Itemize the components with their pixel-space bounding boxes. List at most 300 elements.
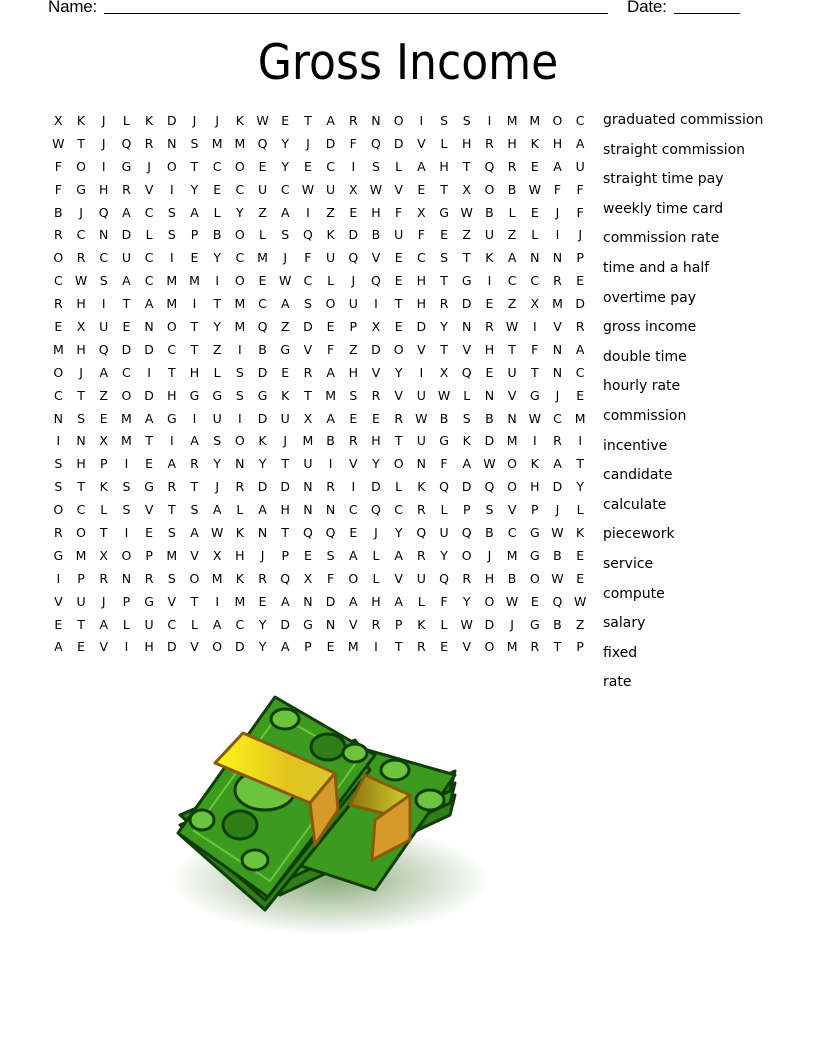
grid-letter[interactable]: D <box>416 319 427 335</box>
grid-letter[interactable]: T <box>190 479 199 495</box>
grid-letter[interactable]: H <box>235 547 245 563</box>
grid-letter[interactable]: S <box>122 502 131 518</box>
grid-letter[interactable]: L <box>236 502 244 518</box>
grid-letter[interactable]: R <box>417 639 426 655</box>
grid-letter[interactable]: F <box>553 181 562 197</box>
grid-letter[interactable]: J <box>374 525 378 541</box>
grid-letter[interactable]: B <box>507 570 517 586</box>
grid-letter[interactable]: E <box>394 250 403 266</box>
grid-letter[interactable]: D <box>371 479 381 495</box>
grid-letter[interactable]: D <box>166 639 177 655</box>
grid-letter[interactable]: I <box>238 410 242 426</box>
grid-letter[interactable]: M <box>325 387 336 403</box>
grid-letter[interactable]: G <box>166 410 177 426</box>
grid-letter[interactable]: A <box>280 639 290 655</box>
grid-letter[interactable]: V <box>144 181 154 197</box>
grid-letter[interactable]: T <box>213 296 221 312</box>
grid-letter[interactable]: M <box>211 135 223 151</box>
grid-letter[interactable]: E <box>417 181 426 197</box>
grid-letter[interactable]: X <box>54 113 63 128</box>
grid-letter[interactable]: S <box>462 113 471 128</box>
grid-letter[interactable]: N <box>235 456 245 472</box>
grid-letter[interactable]: D <box>325 135 336 151</box>
grid-letter[interactable]: V <box>394 387 403 403</box>
grid-letter[interactable]: W <box>573 593 587 609</box>
grid-letter[interactable]: S <box>372 158 380 174</box>
grid-letter[interactable]: V <box>54 593 63 609</box>
grid-letter[interactable]: Y <box>440 319 448 335</box>
grid-letter[interactable]: L <box>395 158 403 174</box>
grid-letter[interactable]: G <box>529 387 540 403</box>
grid-letter[interactable]: K <box>576 525 585 541</box>
grid-letter[interactable]: C <box>326 158 335 174</box>
grid-letter[interactable]: G <box>144 593 154 609</box>
grid-letter[interactable]: K <box>530 456 539 472</box>
grid-letter[interactable]: A <box>280 204 290 220</box>
grid-letter[interactable]: T <box>576 456 584 472</box>
grid-letter[interactable]: V <box>99 639 108 655</box>
grid-letter[interactable]: I <box>555 227 560 243</box>
grid-letter[interactable]: R <box>54 525 63 541</box>
grid-letter[interactable]: Y <box>190 181 199 197</box>
grid-letter[interactable]: J <box>215 113 219 128</box>
grid-letter[interactable]: O <box>53 250 64 266</box>
grid-letter[interactable]: L <box>440 502 448 518</box>
grid-letter[interactable]: S <box>326 547 335 563</box>
grid-letter[interactable]: S <box>462 410 471 426</box>
grid-letter[interactable]: I <box>124 525 129 541</box>
grid-letter[interactable]: C <box>144 250 154 266</box>
grid-letter[interactable]: I <box>351 158 356 174</box>
grid-letter[interactable]: J <box>215 479 219 495</box>
grid-letter[interactable]: C <box>76 502 86 518</box>
grid-letter[interactable]: A <box>394 593 403 609</box>
grid-letter[interactable]: A <box>144 410 154 426</box>
grid-letter[interactable]: J <box>555 204 560 220</box>
grid-letter[interactable]: E <box>145 525 154 541</box>
grid-letter[interactable]: T <box>190 158 199 174</box>
grid-letter[interactable]: W <box>369 181 383 197</box>
grid-letter[interactable]: O <box>53 364 64 380</box>
grid-letter[interactable]: S <box>213 433 222 449</box>
grid-letter[interactable]: W <box>505 319 519 335</box>
grid-letter[interactable]: O <box>348 570 359 586</box>
grid-letter[interactable]: E <box>258 593 267 609</box>
grid-letter[interactable]: E <box>213 181 222 197</box>
grid-letter[interactable]: W <box>551 525 564 541</box>
grid-letter[interactable]: A <box>99 364 108 380</box>
grid-letter[interactable]: N <box>462 319 472 335</box>
grid-letter[interactable]: R <box>371 387 381 403</box>
grid-letter[interactable]: Q <box>371 502 381 518</box>
grid-letter[interactable]: B <box>439 410 449 426</box>
grid-letter[interactable]: Z <box>507 227 517 243</box>
grid-letter[interactable]: T <box>440 181 448 197</box>
grid-letter[interactable]: E <box>394 319 403 335</box>
grid-letter[interactable]: V <box>303 341 313 357</box>
grid-letter[interactable]: A <box>190 204 199 220</box>
grid-letter[interactable]: O <box>76 158 86 174</box>
grid-letter[interactable]: D <box>257 410 268 426</box>
grid-letter[interactable]: O <box>393 341 404 357</box>
grid-letter[interactable]: W <box>528 410 541 426</box>
grid-letter[interactable]: E <box>440 227 448 243</box>
grid-letter[interactable]: L <box>440 135 448 151</box>
grid-letter[interactable]: T <box>440 273 448 289</box>
grid-letter[interactable]: V <box>394 181 403 197</box>
grid-letter[interactable]: S <box>349 387 358 403</box>
grid-letter[interactable]: D <box>166 113 177 128</box>
grid-letter[interactable]: P <box>304 639 312 655</box>
grid-letter[interactable]: R <box>462 570 472 586</box>
grid-letter[interactable]: S <box>485 502 494 518</box>
grid-letter[interactable]: Q <box>121 135 132 151</box>
grid-letter[interactable]: T <box>167 364 176 380</box>
grid-letter[interactable]: M <box>257 250 268 266</box>
grid-letter[interactable]: O <box>121 387 132 403</box>
grid-letter[interactable]: X <box>99 433 108 449</box>
grid-letter[interactable]: F <box>576 204 584 220</box>
grid-letter[interactable]: N <box>76 433 86 449</box>
grid-letter[interactable]: A <box>122 273 131 289</box>
grid-letter[interactable]: R <box>439 296 449 312</box>
grid-letter[interactable]: K <box>417 479 426 495</box>
grid-letter[interactable]: O <box>212 639 223 655</box>
grid-letter[interactable]: Q <box>302 525 313 541</box>
grid-letter[interactable]: B <box>371 227 381 243</box>
grid-letter[interactable]: P <box>462 502 471 518</box>
grid-letter[interactable]: K <box>235 525 244 541</box>
grid-letter[interactable]: H <box>416 273 427 289</box>
grid-letter[interactable]: L <box>395 479 403 495</box>
grid-letter[interactable]: J <box>101 113 106 128</box>
grid-letter[interactable]: K <box>144 113 154 128</box>
grid-letter[interactable]: D <box>280 616 291 632</box>
grid-letter[interactable]: V <box>349 456 358 472</box>
grid-letter[interactable]: V <box>144 502 154 518</box>
grid-letter[interactable]: S <box>235 364 244 380</box>
grid-letter[interactable]: N <box>325 616 336 632</box>
grid-letter[interactable]: O <box>325 296 336 312</box>
grid-letter[interactable]: C <box>212 158 222 174</box>
grid-letter[interactable]: K <box>235 113 244 128</box>
grid-letter[interactable]: I <box>578 433 582 449</box>
grid-letter[interactable]: V <box>349 616 358 632</box>
grid-letter[interactable]: G <box>212 387 222 403</box>
grid-letter[interactable]: Z <box>212 341 222 357</box>
grid-letter[interactable]: J <box>147 158 151 174</box>
grid-letter[interactable]: Y <box>213 456 221 472</box>
grid-letter[interactable]: Q <box>416 525 427 541</box>
grid-letter[interactable]: I <box>419 364 424 380</box>
grid-letter[interactable]: E <box>54 616 63 632</box>
grid-letter[interactable]: O <box>507 479 518 495</box>
grid-letter[interactable]: B <box>485 410 494 426</box>
grid-letter[interactable]: R <box>553 433 562 449</box>
grid-letter[interactable]: V <box>190 639 199 655</box>
grid-letter[interactable]: S <box>99 273 108 289</box>
grid-letter[interactable]: G <box>189 387 200 403</box>
grid-letter[interactable]: O <box>461 547 472 563</box>
grid-letter[interactable]: T <box>77 135 85 151</box>
grid-letter[interactable]: O <box>234 227 245 243</box>
grid-letter[interactable]: T <box>394 639 403 655</box>
grid-letter[interactable]: E <box>530 158 539 174</box>
grid-letter[interactable]: N <box>303 479 313 495</box>
grid-letter[interactable]: H <box>462 135 472 151</box>
grid-letter[interactable]: Y <box>462 593 471 609</box>
grid-letter[interactable]: H <box>439 158 449 174</box>
grid-letter[interactable]: P <box>576 250 584 266</box>
grid-letter[interactable]: I <box>328 456 333 472</box>
grid-letter[interactable]: I <box>101 158 106 174</box>
grid-letter[interactable]: V <box>371 364 381 380</box>
grid-letter[interactable]: V <box>462 341 471 357</box>
grid-letter[interactable]: T <box>77 387 85 403</box>
grid-letter[interactable]: H <box>484 570 495 586</box>
grid-letter[interactable]: O <box>166 158 177 174</box>
grid-letter[interactable]: L <box>259 227 267 243</box>
grid-letter[interactable]: T <box>77 616 85 632</box>
grid-letter[interactable]: F <box>440 593 448 609</box>
grid-letter[interactable]: H <box>371 593 381 609</box>
grid-letter[interactable]: T <box>190 593 199 609</box>
grid-letter[interactable]: F <box>326 341 335 357</box>
grid-letter[interactable]: W <box>74 273 88 289</box>
grid-letter[interactable]: O <box>76 525 86 541</box>
grid-letter[interactable]: T <box>167 502 176 518</box>
grid-letter[interactable]: R <box>417 547 426 563</box>
grid-letter[interactable]: B <box>326 433 335 449</box>
grid-letter[interactable]: F <box>576 181 584 197</box>
grid-letter[interactable]: U <box>507 364 517 380</box>
grid-letter[interactable]: P <box>190 227 199 243</box>
grid-letter[interactable]: C <box>144 204 154 220</box>
grid-letter[interactable]: R <box>144 570 154 586</box>
grid-letter[interactable]: O <box>53 502 64 518</box>
grid-letter[interactable]: D <box>484 433 495 449</box>
grid-letter[interactable]: M <box>234 135 246 151</box>
grid-letter[interactable]: M <box>506 433 518 449</box>
grid-letter[interactable]: X <box>212 547 222 563</box>
grid-letter[interactable]: E <box>530 593 539 609</box>
grid-letter[interactable]: R <box>507 158 517 174</box>
grid-letter[interactable]: H <box>189 364 200 380</box>
grid-letter[interactable]: J <box>79 364 83 380</box>
grid-letter[interactable]: Q <box>98 341 109 357</box>
grid-letter[interactable]: C <box>507 525 517 541</box>
grid-letter[interactable]: J <box>101 135 106 151</box>
grid-letter[interactable]: F <box>326 570 335 586</box>
grid-letter[interactable]: E <box>530 204 539 220</box>
grid-letter[interactable]: U <box>212 410 222 426</box>
grid-letter[interactable]: R <box>326 479 335 495</box>
grid-letter[interactable]: B <box>507 181 517 197</box>
grid-letter[interactable]: I <box>419 113 424 128</box>
grid-letter[interactable]: Z <box>348 341 358 357</box>
grid-letter[interactable]: Y <box>372 456 380 472</box>
grid-letter[interactable]: I <box>215 273 219 289</box>
grid-letter[interactable]: J <box>306 135 310 151</box>
grid-letter[interactable]: S <box>122 479 131 495</box>
grid-letter[interactable]: X <box>530 296 540 312</box>
grid-letter[interactable]: A <box>280 296 290 312</box>
grid-letter[interactable]: E <box>122 319 131 335</box>
grid-letter[interactable]: S <box>167 570 176 586</box>
grid-letter[interactable]: T <box>122 296 131 312</box>
grid-letter[interactable]: M <box>121 433 132 449</box>
grid-letter[interactable]: N <box>167 135 177 151</box>
grid-letter[interactable]: L <box>100 502 108 518</box>
grid-letter[interactable]: C <box>258 296 267 312</box>
grid-letter[interactable]: W <box>279 273 292 289</box>
grid-letter[interactable]: O <box>484 593 495 609</box>
grid-letter[interactable]: V <box>417 135 426 151</box>
grid-letter[interactable]: C <box>53 273 63 289</box>
grid-letter[interactable]: B <box>553 547 562 563</box>
grid-letter[interactable]: O <box>234 433 245 449</box>
grid-letter[interactable]: N <box>530 250 540 266</box>
grid-letter[interactable]: C <box>303 273 313 289</box>
grid-letter[interactable]: U <box>280 410 290 426</box>
grid-letter[interactable]: T <box>304 113 312 128</box>
grid-letter[interactable]: D <box>348 227 359 243</box>
name-blank-line[interactable] <box>104 13 608 14</box>
grid-letter[interactable]: Y <box>258 456 267 472</box>
grid-letter[interactable]: L <box>372 547 380 563</box>
grid-letter[interactable]: F <box>531 341 539 357</box>
grid-letter[interactable]: M <box>121 410 132 426</box>
grid-letter[interactable]: W <box>437 387 451 403</box>
grid-letter[interactable]: Q <box>439 570 449 586</box>
grid-letter[interactable]: S <box>54 479 63 495</box>
grid-letter[interactable]: W <box>551 570 564 586</box>
grid-letter[interactable]: Z <box>280 319 290 335</box>
grid-letter[interactable]: M <box>166 547 178 563</box>
grid-letter[interactable]: Z <box>507 296 517 312</box>
grid-letter[interactable]: Q <box>552 593 563 609</box>
grid-letter[interactable]: I <box>169 250 174 266</box>
grid-letter[interactable]: D <box>280 479 291 495</box>
grid-letter[interactable]: A <box>190 433 199 449</box>
grid-letter[interactable]: G <box>461 273 472 289</box>
grid-letter[interactable]: Y <box>258 639 267 655</box>
grid-letter[interactable]: E <box>349 525 358 541</box>
grid-letter[interactable]: Q <box>461 364 472 380</box>
grid-letter[interactable]: E <box>440 639 448 655</box>
grid-letter[interactable]: J <box>555 387 560 403</box>
grid-letter[interactable]: H <box>552 135 563 151</box>
grid-letter[interactable]: E <box>77 639 85 655</box>
grid-letter[interactable]: I <box>169 433 174 449</box>
grid-letter[interactable]: T <box>553 639 562 655</box>
grid-letter[interactable]: C <box>530 273 540 289</box>
grid-letter[interactable]: F <box>395 204 403 220</box>
grid-letter[interactable]: P <box>576 639 584 655</box>
grid-letter[interactable]: J <box>101 593 106 609</box>
grid-letter[interactable]: I <box>56 570 61 586</box>
grid-letter[interactable]: W <box>460 616 473 632</box>
grid-letter[interactable]: I <box>192 296 197 312</box>
grid-letter[interactable]: E <box>372 410 380 426</box>
grid-letter[interactable]: E <box>303 547 312 563</box>
grid-letter[interactable]: T <box>440 341 448 357</box>
grid-letter[interactable]: W <box>505 593 519 609</box>
grid-letter[interactable]: R <box>99 570 109 586</box>
grid-letter[interactable]: M <box>75 547 87 563</box>
grid-letter[interactable]: Z <box>99 387 108 403</box>
grid-letter[interactable]: F <box>54 158 62 174</box>
grid-letter[interactable]: I <box>215 593 219 609</box>
grid-letter[interactable]: C <box>167 341 177 357</box>
grid-letter[interactable]: J <box>283 250 288 266</box>
grid-letter[interactable]: I <box>56 433 61 449</box>
grid-letter[interactable]: O <box>121 547 132 563</box>
grid-letter[interactable]: T <box>508 341 516 357</box>
grid-letter[interactable]: G <box>53 547 64 563</box>
grid-letter[interactable]: O <box>484 181 495 197</box>
grid-letter[interactable]: G <box>76 181 86 197</box>
grid-letter[interactable]: K <box>258 433 267 449</box>
grid-letter[interactable]: K <box>485 250 494 266</box>
grid-letter[interactable]: D <box>552 479 563 495</box>
grid-letter[interactable]: C <box>144 273 154 289</box>
grid-letter[interactable]: D <box>303 319 313 335</box>
grid-letter[interactable]: G <box>121 158 132 174</box>
grid-letter[interactable]: A <box>326 410 335 426</box>
grid-letter[interactable]: L <box>145 227 153 243</box>
grid-letter[interactable]: G <box>280 341 291 357</box>
grid-letter[interactable]: J <box>192 113 197 128</box>
grid-letter[interactable]: C <box>235 181 245 197</box>
grid-letter[interactable]: A <box>575 135 585 151</box>
grid-letter[interactable]: C <box>99 250 109 266</box>
grid-letter[interactable]: E <box>258 158 267 174</box>
grid-letter[interactable]: O <box>166 319 177 335</box>
grid-letter[interactable]: I <box>374 296 378 312</box>
grid-letter[interactable]: T <box>462 250 471 266</box>
grid-letter[interactable]: G <box>257 387 268 403</box>
grid-letter[interactable]: M <box>166 273 178 289</box>
grid-letter[interactable]: T <box>304 387 312 403</box>
grid-letter[interactable]: O <box>234 158 245 174</box>
grid-letter[interactable]: D <box>371 341 381 357</box>
grid-letter[interactable]: K <box>235 570 244 586</box>
grid-letter[interactable]: N <box>552 364 563 380</box>
grid-letter[interactable]: A <box>394 547 403 563</box>
grid-letter[interactable]: A <box>122 204 131 220</box>
grid-letter[interactable]: O <box>234 273 245 289</box>
grid-letter[interactable]: S <box>167 227 176 243</box>
grid-letter[interactable]: O <box>552 113 563 128</box>
grid-letter[interactable]: E <box>576 273 585 289</box>
grid-letter[interactable]: F <box>349 135 357 151</box>
grid-letter[interactable]: H <box>371 204 381 220</box>
grid-letter[interactable]: P <box>531 502 539 518</box>
grid-letter[interactable]: F <box>54 181 62 197</box>
grid-letter[interactable]: E <box>190 250 199 266</box>
grid-letter[interactable]: I <box>487 113 492 128</box>
grid-letter[interactable]: R <box>417 502 426 518</box>
grid-letter[interactable]: J <box>510 616 514 632</box>
grid-letter[interactable]: W <box>210 525 224 541</box>
grid-letter[interactable]: R <box>190 456 199 472</box>
grid-letter[interactable]: O <box>189 570 200 586</box>
grid-letter[interactable]: U <box>257 181 268 197</box>
grid-letter[interactable]: T <box>394 296 403 312</box>
grid-letter[interactable]: M <box>506 639 518 655</box>
grid-letter[interactable]: M <box>574 410 586 426</box>
